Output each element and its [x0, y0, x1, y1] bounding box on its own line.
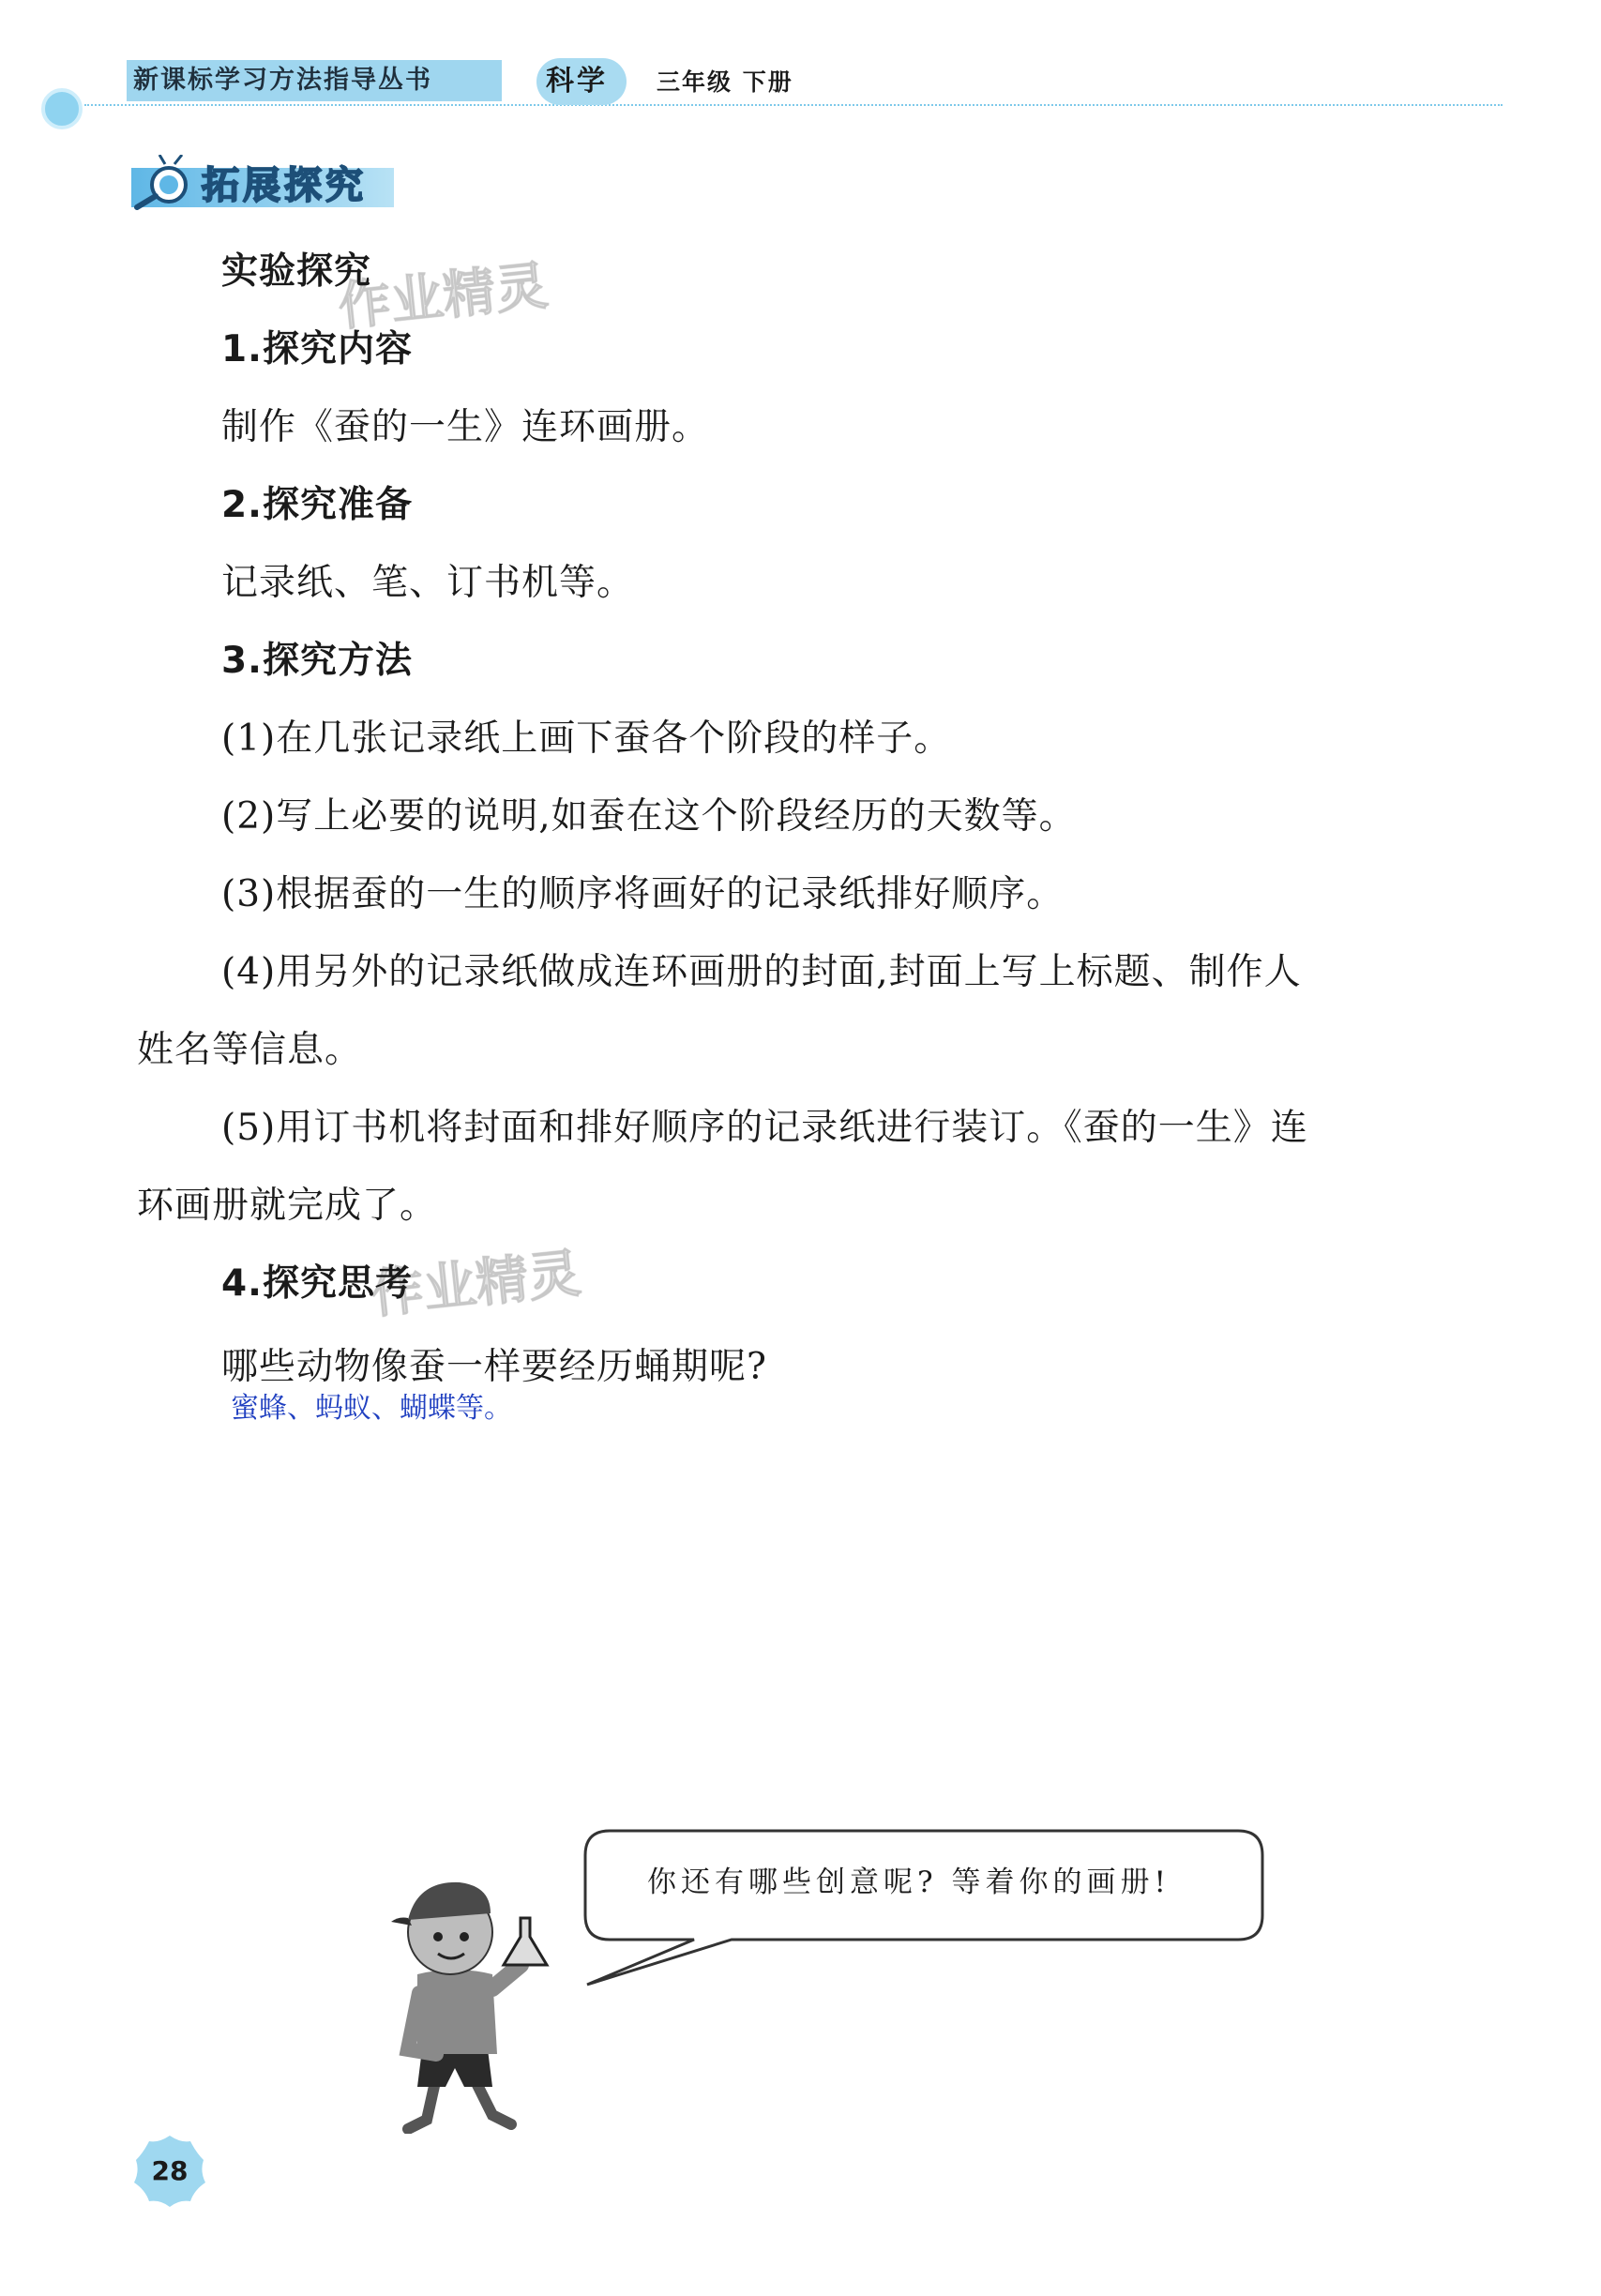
content-text: 制作《蚕的一生》连环画册。	[221, 406, 710, 448]
speech-bubble-text: 你还有哪些创意呢? 等着你的画册!	[647, 1866, 1171, 1899]
experiment-heading: 实验探究	[221, 250, 372, 293]
section-badge	[131, 155, 385, 209]
think-question: 哪些动物像蚕一样要经历蛹期呢?	[221, 1346, 767, 1388]
boy-with-flask-illustration	[370, 1862, 577, 2134]
content-heading: 1.探究内容	[221, 328, 413, 370]
magnifier-icon	[131, 155, 206, 211]
method-step: (5)用订书机将封面和排好顺序的记录纸进行装订。《蚕的一生》连	[221, 1107, 1308, 1149]
method-step: (4)用另外的记录纸做成连环画册的封面,封面上写上标题、制作人	[221, 951, 1302, 993]
handwritten-answer: 蜜蜂、蚂蚁、蝴蝶等。	[231, 1392, 512, 1425]
header-circle-decoration	[41, 88, 83, 129]
header-grade: 三年级 下册	[657, 68, 793, 96]
header-subject: 科学	[546, 65, 608, 98]
method-heading: 3.探究方法	[221, 640, 413, 682]
page-number: 28	[151, 2155, 189, 2186]
section-title: 拓展探究	[202, 163, 367, 207]
think-heading: 4.探究思考	[221, 1262, 413, 1305]
prep-heading: 2.探究准备	[221, 484, 413, 526]
method-step-continuation: 环画册就完成了。	[137, 1185, 438, 1227]
speech-bubble	[581, 1829, 1266, 2007]
method-step: (2)写上必要的说明,如蚕在这个阶段经历的天数等。	[221, 795, 1077, 838]
header-series-title: 新课标学习方法指导丛书	[133, 66, 432, 95]
method-step-continuation: 姓名等信息。	[137, 1029, 363, 1071]
watermark: 作业精灵	[335, 255, 551, 339]
method-step: (1)在几张记录纸上画下蚕各个阶段的样子。	[221, 718, 952, 760]
method-step: (3)根据蚕的一生的顺序将画好的记录纸排好顺序。	[221, 873, 1065, 915]
prep-text: 记录纸、笔、订书机等。	[221, 562, 635, 604]
header-dotted-line	[84, 104, 1503, 106]
watermark: 作业精灵	[368, 1243, 584, 1326]
